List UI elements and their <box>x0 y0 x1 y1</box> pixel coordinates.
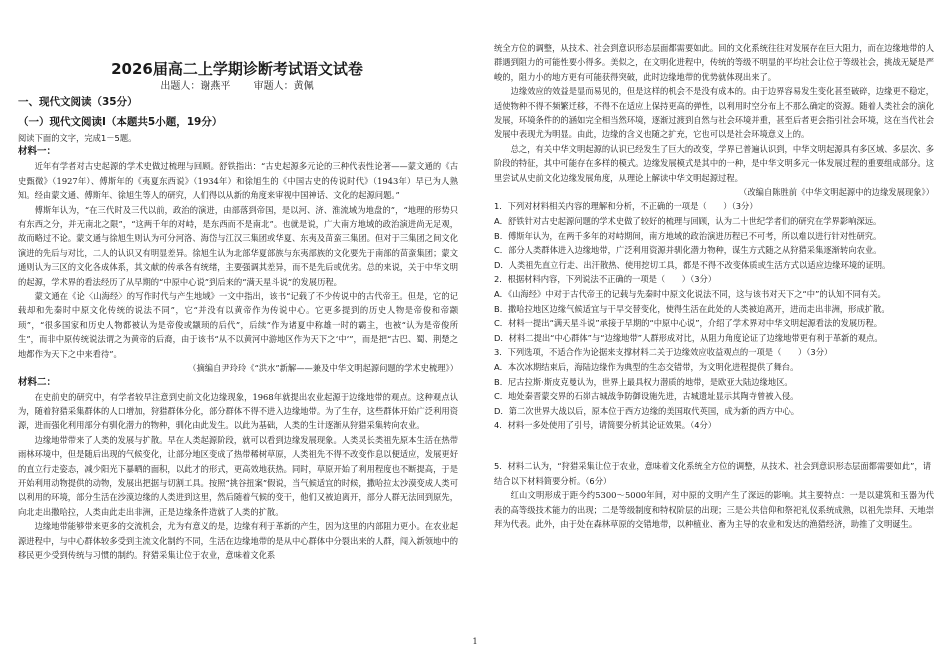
question-stem: 3．下列选项，不适合作为论据来支撑材料二关于边缘效应收益观点的一项是（ ）（3分） <box>494 347 833 358</box>
question-option: C．部分人类群体进入边缘地带，广泛利用资源并驯化潜力物种，谋生方式随之从狩猎采集逐渐转向农业。 <box>494 245 882 256</box>
page-number: 1 <box>472 637 478 646</box>
question-option: B．尼古拉斯·斯皮克曼认为，世界上最具权力潜质的地带，是欧亚大陆边缘地区。 <box>494 376 793 387</box>
material-two-paragraph: 边缘效应的效益是显而易见的，但是这样的机会不是没有成本的。由于边界容易发生变化甚至破碎，边缘更不稳定，适使物种不得不频繁迁移，不得不在适应上保持更高的弹性，以利用时空分布上不那么确定的资源。随着人类社会的演化发展，环境条件的的涵如完全相当然环境，逐渐过渡到自然与社会环境并重，甚至后者更会指引社会环境，这在当代社会发展中表现尤为明显。由此，边缘的含义也随之扩充，它也可以是社会环境意义上的。 <box>494 86 934 140</box>
question-option: A．《山海经》中对于古代帝王的记载与先秦时中原文化说法不同，这与该书对天下之“中”的认知不同有关。 <box>494 289 886 300</box>
material-two-paragraph: 边缘地带带来了人类的发展与扩散。早在人类起源阶段，就可以看到边缘发展现象。人类灵长类祖先原本生活在热带雨林环境中，但是随后出现的气候变化，让部分地区变成了热带稀树草原，人类祖先不得不改变作息以便适应，发展更好的直立行走姿态，减少阳光下暴晒的面积，以此才的形式，更高效地获热。同时，草原开始了利用程度也不断提高，于是开始利用动物提供的动物，发展出把据与切割工具。按照“挑谷扭案”假说，当气候适宜的时候，撒哈拉太沙漠变成人类可以利用的环境，部分生活在沙漠边缘的人类进到这里，然后随着气候的变干，他们又被迫离开，部分人群无法回到原先，向北走出撒哈拉，人类由此走出非洲，正是边缘条件造就了人类的扩散。 <box>18 434 458 517</box>
question-stem: 4．材料一多处使用了引号，请简要分析其论证效果。（4分） <box>494 420 717 431</box>
material-one-source: （摘编自尹玲玲《“洪水”新解——兼及中华文明起源问题的学术史梳理》） <box>188 363 458 374</box>
material-two-paragraph: 在史前史的研究中，有学者较早注意到史前文化边缘现象，1968年就提出农业起源于边缘地带的观点。这种观点认为，随着狩猎采集群体的人口增加，狩猎群体分化，部分群体不得不进入边缘地带。为了生存，这些群体开始广泛利用资源，进而强化利用部分有驯化潜力的物种，驯化由此发生。以此为基础，人类的生计逐渐从狩猎采集转向农业。 <box>18 391 458 431</box>
question-option: C．材料一提出“满天星斗说”承接于早期的“中原中心说”，介绍了学术界对中华文明起源看法的发展历程。 <box>494 318 883 329</box>
reviewer-name: 审题人：黄佩 <box>253 81 314 92</box>
question-option: D．人类祖先直立行走、出汗散热、使用挖切工具，都是不得不改变体质或生活方式以适应边缘环境的证明。 <box>494 259 891 270</box>
material-one-paragraph: 蒙文通在《论〈山海经〉的写作时代与产生地域》一文中指出，该书“记载了不少传说中的古代帝王。但是，它的记载却和先秦时中原文化传统的说法不同”，它“并没有以黄帝作为传说中心。它更多提到的历史人物是帝俊和帝颛顼”，“很多国家和历史人物都被认为是帝俊或颛顼的后代”，后续“作为诸夏中称雄一时的霸主，也被“认为是帝俊所生”，而非中原传统说法谓之为黄帝的后裔，由于该书“从不以黄河中游地区作为天下之‘中’”，而是把“古巴、蜀、荆楚之地都作为天下之中来看待”。 <box>18 291 458 359</box>
question-option: B．傅斯年认为，在两千多年的对峙期间，南方地域的政治演进历程已不可考，所以难以进行针对性研究。 <box>494 230 882 241</box>
reading-instruction: 阅读下面的文字，完成1－5题。 <box>18 133 137 143</box>
material-two-paragraph: 统全方位的调整，从技术、社会到意识形态层面都需要如此。回的文化系统往往对发展存在巨大阻力，而在边缘地带的人群遇到阻力的可能性要小得多。美似之，在文明化进程中，传统的等级不明显的平均社会让位于等级社会，挑战无疑是严峻的，阻力小的地方更有可能获得突破，此时边缘地带的优势就体现出来了。 <box>494 43 934 82</box>
question-stem: 5．材料二认为，“狩猎采集让位于农业，意味着文化系统全方位的调整，从技术、社会到意识形态层面都需要如此”，请结合以下材料简要分析。（6分） <box>494 460 932 486</box>
question-stem: 2．根据材料内容，下列说法不正确的一项是（ ）（3分） <box>494 274 717 285</box>
question-option: B．撒哈拉地区边缘气候适宜与干旱交替变化，使得生活在此处的人类被迫离开，进而走出非洲，形成扩散。 <box>494 303 890 314</box>
material-one-paragraph: 近年有学者对古史起源的学术史做过梳理与回顾。舒铁指出：“古史起源多元论的三种代表性论著——蒙文通的《古史甄微》（1927年）、傅斯年的《夷夏东西说》（1934年）和徐旭生的《中国古史的传说时代》（1943年）早已为人熟知。经由蒙文通、傅斯年、徐旭生等人的研究，人们得以从新的角度来审视中国神话、文化的起源问题。” <box>18 161 458 201</box>
question-option: D．第二次世界大战以后，原本位于西方边缘的美国取代英国，成为新的西方中心。 <box>494 405 800 416</box>
exam-authors <box>0 77 474 92</box>
question-option: A．本次冰期结束后，海陆边缘作为典型的生态交错带，为文明化进程提供了舞台。 <box>494 362 799 372</box>
question-five-material: 红山文明形成于距今约5300～5000年间，对中原的文明产生了深远的影响。其主要特点：一是以建筑和玉器为代表的高等级技术能力的出现；二是等级制度和特权阶层的出现；三是公共信仰和祭祀礼仪系统成熟，以祖先崇拜、天地崇拜为代表。此外，由于处在森林草原的交错地带，以种植业、畜为主导的农业和发达的渔猎经济，助推了文明诞生。 <box>494 490 934 529</box>
subsection-heading: （一）现代文阅读Ⅰ（本题共5小题，19分） <box>18 116 223 128</box>
question-stem: 1．下列对材料相关内容的理解和分析，不正确的一项是（ ）（3分） <box>494 201 758 212</box>
section-heading: 一、现代文阅读（35分） <box>18 96 138 108</box>
material-two-source: （改编自陈胜前《中华文明起源中的边缘发展现象》） <box>739 187 934 198</box>
material-one-label: 材料一： <box>18 146 57 158</box>
answer-space <box>494 433 934 459</box>
left-column <box>18 131 458 562</box>
setter-name: 出题人：谢燕平 <box>160 81 231 92</box>
material-two-paragraph: 总之，有关中华文明起源的认识已经发生了巨大的改变，学界已普遍认识到，中华文明起源具有多区域、多层次、多阶段的特征，其中可能存在多样的模式。边缘发展模式是其中的一种，是中华文明多元一体发展过程的重要组成部分。这里尝试从史前文化边缘发展角度，从理论上解读中华文明起源过程。 <box>494 143 934 183</box>
material-two-label: 材料二： <box>18 376 57 388</box>
question-option: A．舒铁针对古史起源问题的学术史做了较好的梳理与回顾，认为二十世纪学者们的研究在学界影响深远。 <box>494 216 882 227</box>
material-one-paragraph: 傅斯年认为，“在三代时及三代以前，政治的演进，由部落到帝国，是以河、济、淮流域为地盘的”，“地理的形势只有东西之分，并无南北之限”，“这两千年的对峙，是东西而不是南北”。也就是说，广大南方地域的政治演进尚无足观，故而略过不论。蒙文通与徐旭生则认为可分河洛、海岱与江汉三集团或华夏、东夷及苗蛮三集团。但对于三集团之间文化演进的先后与对比，二人的认识又有明显差异。徐旭生认为北部华夏部族与东夷部族的文化要先于南部的苗蛮集团；蒙文通则认为三区的文化各成体系，其文献的传承各有统绪，主要强调其差异，而不是先后或优劣。总的来说，关于中华文明的起源，学术界的看法经历了从早期的“中原中心说”到后来的“满天星斗说”的发展历程。 <box>18 204 458 287</box>
question-option: C．地处秦晋蒙交界的石峁古城战争防御设施先进，古城遗址显示其陶寺曾被入侵。 <box>494 391 799 402</box>
exam-title: 2026届高二上学期诊断考试语文试卷 <box>111 60 363 78</box>
question-option: D．材料二提出“中心群体”与“边缘地带”人群形成对比，从阻力角度论证了边缘地带更有利于革新的观点。 <box>494 332 883 343</box>
material-two-paragraph: 边缘地带能够带来更多的交流机会，尤为有意义的是，边缘有利于革新的产生，因为这里的内部阻力更小。在农业起源进程中，与中心群体较多受到主流文化制约不同，生活在边缘地带的是从中心群体中分裂出来的人群，闯入新领地中的移民更少受到传统与习惯的制约。狩猎采集让位于农业，意味着文化系 <box>18 521 458 560</box>
right-column <box>494 41 934 531</box>
